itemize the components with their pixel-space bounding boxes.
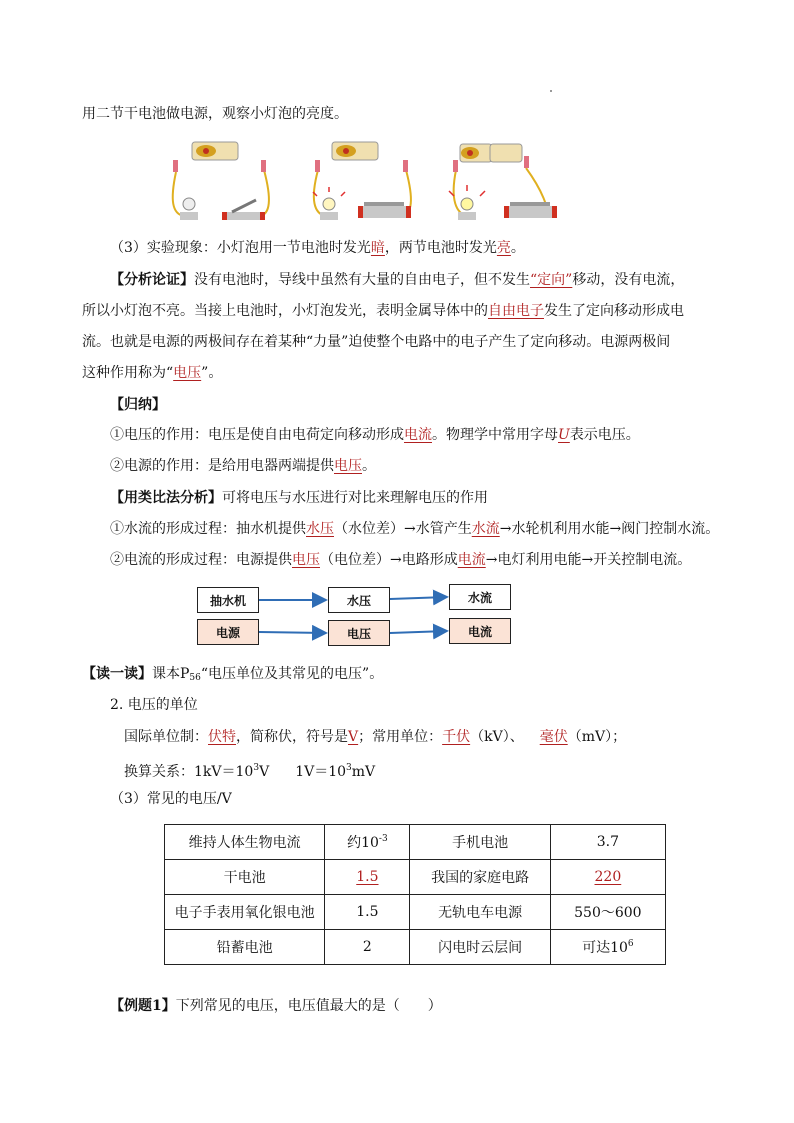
water-text-1: ①水流的形成过程：抽水机提供 [110,521,306,537]
read-line [82,664,383,688]
answer-water-flow: 水流 [471,521,500,537]
conversion-1-unit: V [259,764,270,780]
answer-dry-cell: 1.5 [356,869,379,885]
arrow-voltage-to-current [390,631,447,633]
table-cell: 无轨电车电源 [410,895,550,930]
conversion-2-unit: mV [351,764,376,780]
answer-symbol-v: V [348,729,359,745]
phenomenon-end: 。 [510,240,525,256]
units-line [124,727,626,747]
table-cell: 2 [325,930,410,965]
table-cell [325,860,410,895]
analysis-text-4a: 这种作用称为“ [82,365,174,381]
flow-box-current: 电流 [449,618,511,644]
answer-water-pressure: 水压 [306,521,334,537]
analysis-text-1c: 移动，没有电流， [572,272,685,288]
answer-volt: 伏特 [208,729,236,745]
units-text-c: ，简称伏，符号是 [236,729,348,745]
phenomenon-prefix: （3）实验现象：小灯泡用一节电池时发光 [110,240,371,256]
table-cell: 电子手表用氧化银电池 [165,895,325,930]
units-heading: 2. 电压的单位 [110,697,198,713]
flow-box-voltage: 电压 [328,620,390,646]
analysis-tag: 【分析论证】 [110,272,194,288]
analysis-text-2a: 所以小灯泡不亮。当接上电池时，小灯泡发光，表明金属导体中的 [82,303,488,319]
summary-text-2a: ②电源的作用：是给用电器两端提供 [110,458,334,474]
analysis-text-1a: 没有电池时，导线中虽然有大量的自由电子，但不发生 [194,272,530,288]
intro-line: 用二节干电池做电源，观察小灯泡的亮度。 [82,106,348,122]
flow-box-water-flow: 水流 [449,584,511,610]
answer-bright: 亮 [496,240,511,256]
answer-voltage-3: 电压 [292,552,320,568]
table-cell: 干电池 [165,860,325,895]
table-row [165,930,666,965]
answer-directional: “定向” [530,272,573,288]
table-cell: 550～600 [550,895,665,930]
value-exp: 6 [627,939,634,949]
table-row [165,895,666,930]
table-cell: 3.7 [550,825,665,860]
analogy-text: 可将电压与水压进行对比来理解电压的作用 [222,490,488,506]
answer-household: 220 [594,869,622,885]
example-line [110,996,442,1016]
analysis-text-2c: 发生了定向移动形成电 [544,303,684,319]
value-exp: -3 [378,834,388,844]
water-text-3: （水位差）→水管产生 [334,521,472,537]
units-text-a: 国际单位制： [124,729,208,745]
common-voltage-table [164,824,666,965]
summary-text-2c: 。 [362,458,376,474]
answer-dim: 暗 [370,240,385,256]
conversion-2-exp: 3 [346,763,352,773]
answer-voltage: 电压 [173,365,202,381]
flow-box-power-source: 电源 [197,619,259,645]
read-tag: 【读一读】 [82,666,152,682]
answer-free-electrons: 自由电子 [488,303,544,319]
answer-current-2: 电流 [457,552,486,568]
conversion-2: 1V＝10 [295,764,347,780]
flow-box-water-pressure: 水压 [328,587,390,613]
water-text-5: →水轮机利用水能→阀门控制水流。 [499,521,720,537]
flow-box-pump: 抽水机 [197,587,259,613]
value-base: 可达10 [582,940,628,956]
units-text-e: ；常用单位： [358,729,443,745]
arrow-pressure-to-flow [390,597,447,599]
electric-text-3: （电位差）→电路形成 [320,552,458,568]
table-cell: 我国的家庭电路 [410,860,550,895]
units-text-g: （kV）、 [470,729,524,745]
summary-text-1c: 。物理学中常用字母 [432,427,558,443]
table-cell: 维持人体生物电流 [165,825,325,860]
answer-millivolt: 毫伏 [539,729,568,745]
table-cell: 铅蓄电池 [165,930,325,965]
conversion-line [124,758,375,782]
answer-voltage-2: 电压 [334,458,362,474]
answer-kilovolt: 千伏 [442,729,471,745]
answer-symbol-u: U [558,427,570,443]
phenomenon-mid: ，两节电池时发光 [384,240,497,256]
table-cell [325,825,410,860]
analysis-line-3: 流。也就是电源的两极间存在着某种“力量”迫使整个电路中的电子产生了定向移动。电源两极间 [82,334,671,350]
analogy-tag: 【用类比法分析】 [110,490,222,506]
table-cell [550,930,665,965]
read-page-number: 56 [189,673,201,683]
summary-text-1e: 表示电压。 [569,427,640,443]
electric-text-1: ②电流的形成过程：电源提供 [110,552,292,568]
common-heading: （3）常见的电压/V [110,791,232,807]
example-text: 下列常见的电压，电压值最大的是（ ） [175,998,442,1014]
example-tag: 【例题1】 [110,998,176,1014]
summary-tag: 【归纳】 [110,397,166,413]
read-text-a: 课本P [152,666,190,682]
table-row [165,825,666,860]
summary-text-1a: ①电压的作用：电压是使自由电荷定向移动形成 [110,427,404,443]
table-row [165,860,666,895]
analysis-text-4c: ”。 [201,365,223,381]
value-base: 约10 [347,835,379,851]
table-cell: 手机电池 [410,825,550,860]
arrow-source-to-voltage [259,632,326,633]
answer-current: 电流 [404,427,432,443]
units-text-i: （mV）； [567,729,627,745]
table-cell: 闪电时云层间 [410,930,550,965]
conversion-1-exp: 3 [253,763,260,773]
table-cell: 1.5 [325,895,410,930]
read-text-b: “电压单位及其常见的电压”。 [200,666,384,682]
electric-text-5: →电灯利用电能→开关控制电流。 [485,552,692,568]
conversion-1: 换算关系：1kV＝10 [124,764,254,780]
table-cell [550,860,665,895]
